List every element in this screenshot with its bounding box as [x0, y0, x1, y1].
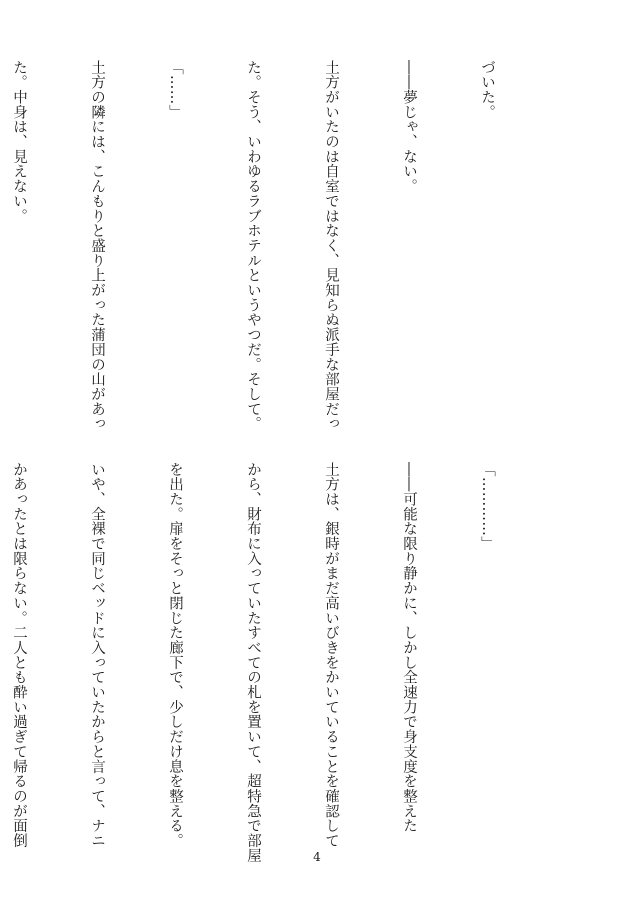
text-line: 土方は、銀時がまだ高いびきをかいていることを確認して	[323, 462, 339, 849]
text-line: 土方がいたのは自室ではなく、見知らぬ派手な部屋だっ	[323, 60, 339, 432]
page-number: 4	[313, 850, 321, 864]
text-line: ――可能な限り静かに、しかし全速力で身支度を整えた	[401, 462, 417, 834]
text-line: を出た。扉をそっと閉じた廊下で、少しだけ息を整える。	[167, 462, 183, 849]
text-line: 土方の隣には、こんもりと盛り上がった蒲団の山があっ	[89, 60, 105, 432]
text-line: かあったとは限らない。二人とも酔い過ぎて帰るのが面倒	[11, 462, 27, 849]
text-line: 「…………」	[479, 462, 495, 552]
text-line: づいた。	[479, 60, 495, 120]
text-line: た。中身は、見えない。	[11, 60, 27, 224]
text-line: た。そう、いわゆるラブホテルというやつだ。そして。	[245, 60, 261, 432]
text-line: から、財布に入っていたすべての札を置いて、超特急で部屋	[245, 462, 261, 863]
text-line: 「……」	[167, 60, 183, 120]
lower-text-block	[11, 462, 552, 863]
text-line: いや、全裸で同じベッドに入っていたからと言って、ナニ	[89, 462, 105, 849]
text-line: ――夢じゃ、ない。	[401, 60, 417, 194]
upper-text-block	[11, 60, 552, 432]
